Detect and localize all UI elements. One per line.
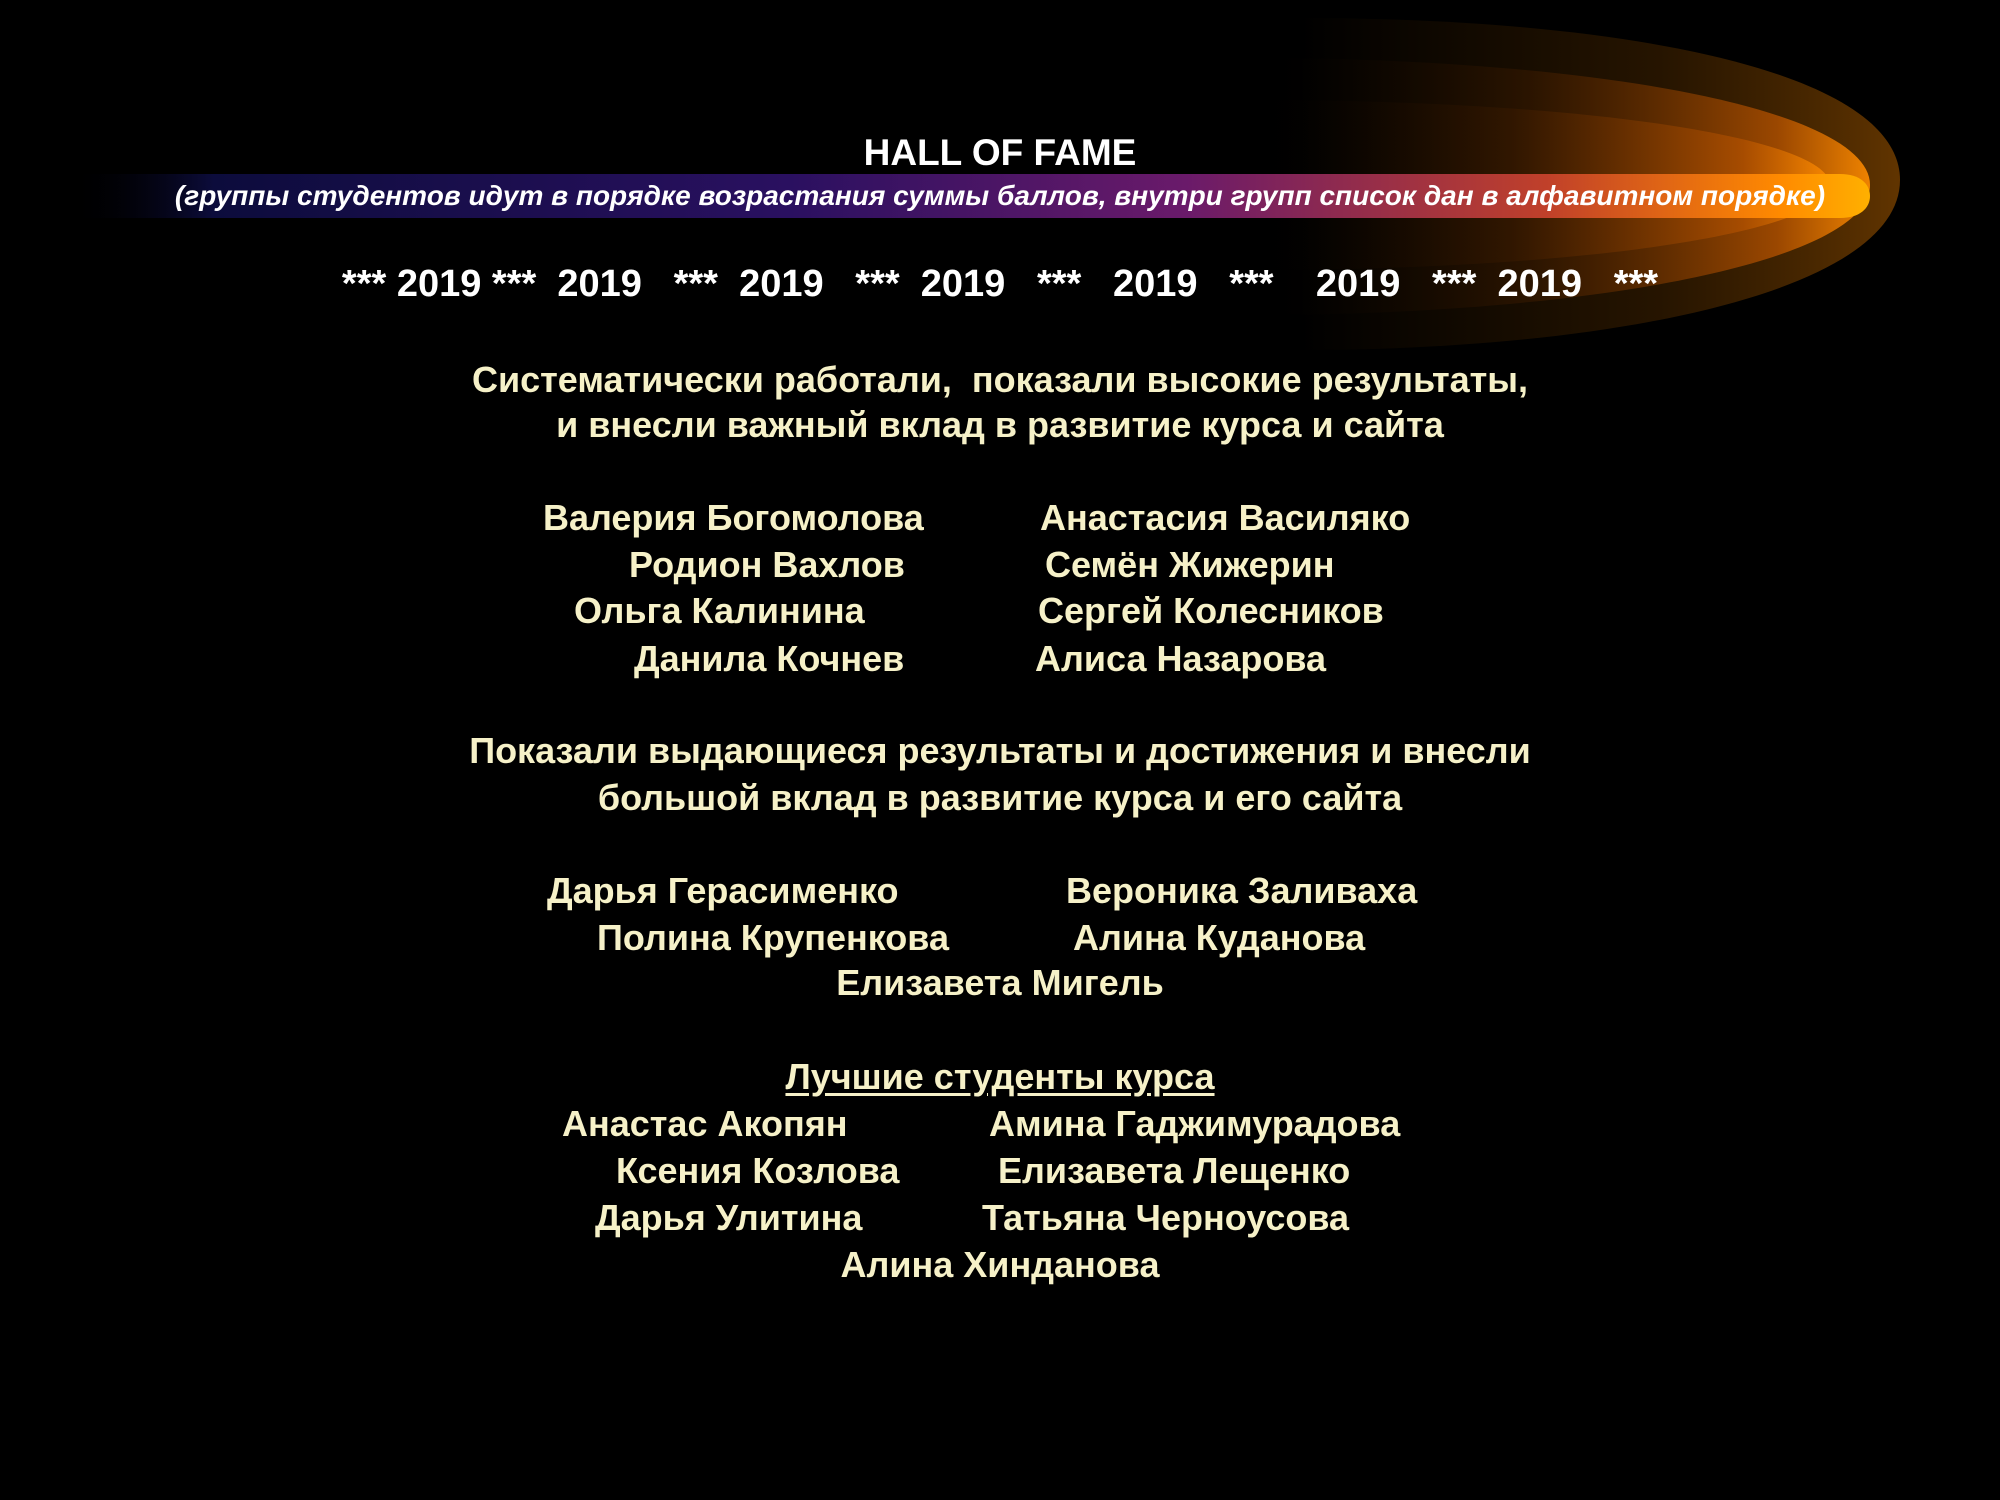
group1-name: Родион Вахлов (629, 544, 905, 585)
group2-name: Дарья Герасименко (547, 870, 899, 911)
group1-name: Семён Жижерин (1045, 544, 1335, 585)
group1-name: Ольга Калинина (574, 590, 865, 631)
group3-name: Анастас Акопян (562, 1103, 848, 1144)
group3-heading: Лучшие студенты курса (785, 1056, 1215, 1097)
group3-name: Татьяна Черноусова (982, 1197, 1350, 1238)
group2-heading-line1: Показали выдающиеся результаты и достижения и внесли (469, 730, 1531, 771)
group1-heading-line2: и внесли важный вклад в развитие курса и сайта (556, 404, 1444, 445)
group2-name: Елизавета Мигель (836, 962, 1164, 1003)
group2-name: Полина Крупенкова (597, 917, 949, 958)
group1-name: Алиса Назарова (1035, 638, 1327, 679)
group2-name: Вероника Заливаха (1066, 870, 1418, 911)
page-title: HALL OF FAME (863, 132, 1137, 173)
group1-name: Валерия Богомолова (543, 497, 924, 538)
group1-name: Сергей Колесников (1038, 590, 1384, 631)
group1-heading-line1: Систематически работали, показали высокие результаты, (471, 359, 1529, 400)
years-banner: *** 2019 *** 2019 *** 2019 *** 2019 *** 2019 *** 2019 *** 2019 *** (341, 263, 1659, 305)
group3-name: Ксения Козлова (616, 1150, 900, 1191)
group3-name: Елизавета Лещенко (998, 1150, 1351, 1191)
page-subtitle: (группы студентов идут в порядке возрастания суммы баллов, внутри групп список дан в алфавитном порядке) (174, 180, 1826, 211)
group3-name: Дарья Улитина (595, 1197, 863, 1238)
group3-name: Амина Гаджимурадова (989, 1103, 1401, 1144)
group3-name: Алина Хинданова (840, 1244, 1160, 1285)
group2-heading-line2: большой вклад в развитие курса и его сайта (597, 777, 1403, 818)
group1-name: Анастасия Василяко (1040, 497, 1411, 538)
group2-name: Алина Куданова (1073, 917, 1366, 958)
group1-name: Данила Кочнев (634, 638, 905, 679)
